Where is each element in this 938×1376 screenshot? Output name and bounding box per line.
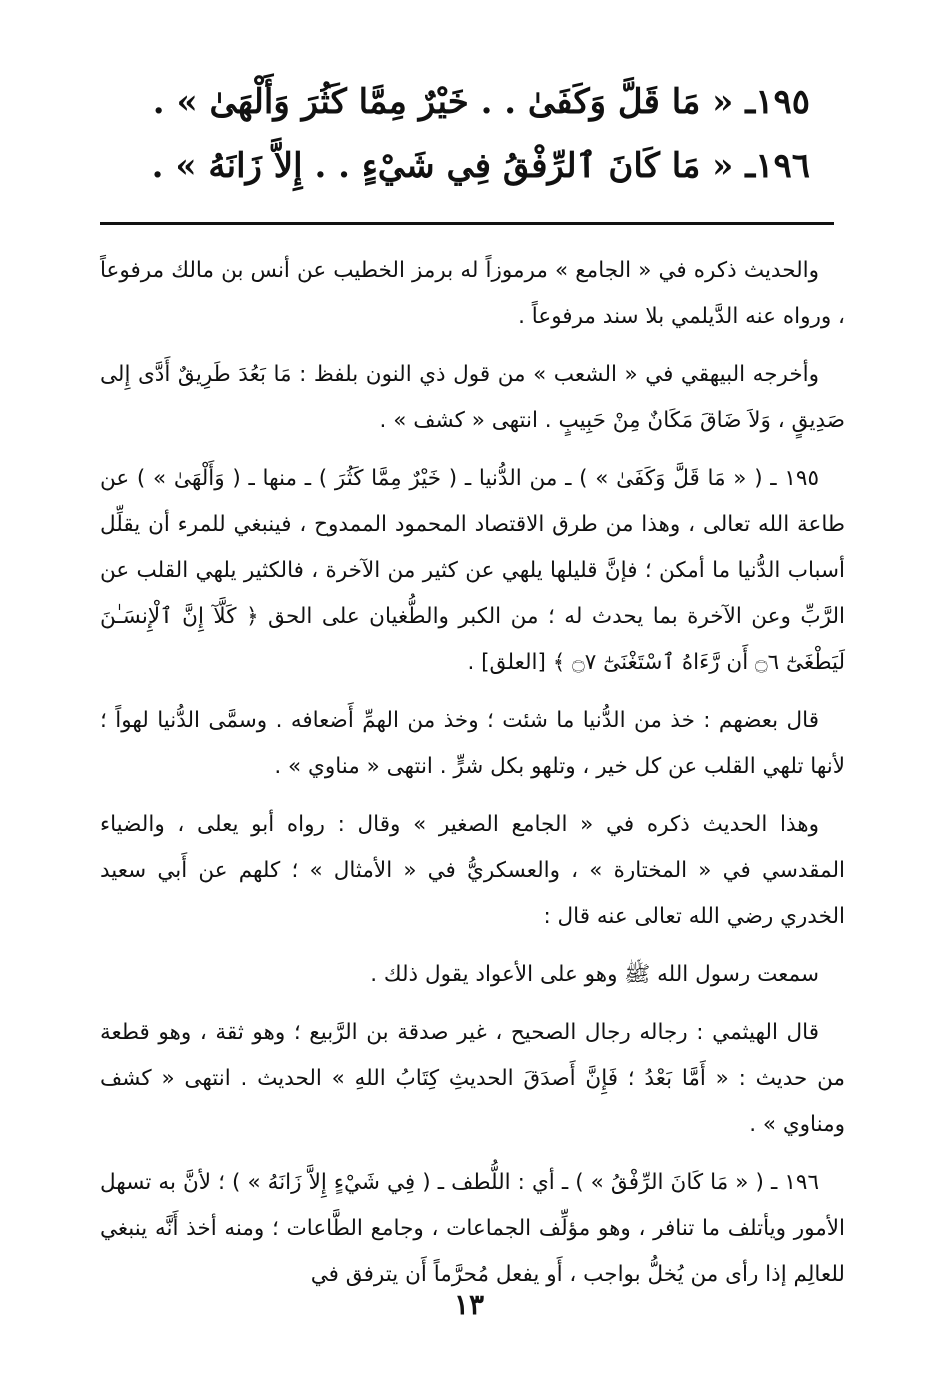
hadith-196-header: ١٩٦ـ « مَا كَانَ ٱلرِّفْقُ فِي شَيْءٍ . . إِلاَّ زَانَهُ » . [151,146,810,186]
paragraph-jami-reference: والحديث ذكره في « الجامع » مرموزاً له برمز الخطيب عن أنس بن مالك مرفوعاً ، ورواه عنه الدَّيلمي بلا سند مرفوعاً . [100,258,845,329]
paragraph-commentary-195: ١٩٥ ـ ( « مَا قَلَّ وَكَفَىٰ » ) ـ من الدُّنيا ـ ( خَيْرٌ مِمَّا كَثُرَ ) ـ منها ـ ( وَأَلْهَىٰ » ) عن طاعة الله تعالى ، وهذا من طرق الاقتصاد المحمود الممدوح ، فينبغي للمرء أن يقلِّل أسباب الدُّنيا ما أمكن ؛ فإنَّ قليلها يلهي عن كثير من الآخرة ، فالكثير يلهي القلب عن الرَّبِّ وعن الآخرة بما يحدث له ؛ من الكبر والطُّغيان على الحق ﴿ كَلَّآ إِنَّ ٱلْإِنسَـٰنَ لَيَطْغَىٰٓ ۝٦ أَن رَّءَاهُ ٱسْتَغْنَىٰٓ ۝٧ ﴾ [العلق] . [100,466,845,675]
paragraph-haythami: قال الهيثمي : رجاله رجال الصحيح ، غير صدقة بن الرَّبيع ؛ وهو ثقة ، وهو قطعة من حديث : « أَمَّا بَعْدُ ؛ فَإِنَّ أَصدَقَ الحديثِ كِتَابُ اللهِ » الحديث . انتهى « كشف ومناوي » . [100,1020,845,1137]
page-number: ١٣ [453,1288,485,1321]
section-divider [100,222,834,225]
paragraph-jami-saghir: وهذا الحديث ذكره في « الجامع الصغير » وقال : رواه أبو يعلى ، والضياء المقدسي في « المختارة » ، والعسكريُّ في « الأمثال » ؛ كلهم عن أَبي سعيد الخدري رضي الله تعالى عنه قال : [100,812,845,929]
paragraph-some-said: قال بعضهم : خذ من الدُّنيا ما شئت ؛ وخذ من الهمِّ أَضعافه . وسمَّى الدُّنيا لهواً ؛ لأنها تلهي القلب عن كل خير ، وتلهو بكل شرٍّ . انتهى « مناوي » . [100,708,845,779]
hadith-195-header: ١٩٥ـ « مَا قَلَّ وَكَفَىٰ . . خَيْرٌ مِمَّا كَثُرَ وَأَلْهَىٰ » . [152,82,810,122]
paragraph-bayhaqi: وأخرجه البيهقي في « الشعب » من قول ذي النون بلفظ : مَا بَعُدَ طَرِيقٌ أَدَّى إِلى صَدِيقٍ ، وَلاَ ضَاقَ مَكَانٌ مِنْ حَبِيبٍ . انتهى « كشف » . [100,362,845,433]
paragraph-heard-prophet: سمعت رسول الله ﷺ وهو على الأعواد يقول ذلك . [370,962,819,987]
paragraph-commentary-196: ١٩٦ ـ ( « مَا كَانَ الرِّفْقُ » ) ـ أي : اللُّطف ـ ( فِي شَيْءٍ إِلاَّ زَانَهُ » ) ؛ لأنَّ به تسهل الأمور ويأتلف ما تنافر ، وهو مؤلِّف الجماعات ، وجامع الطَّاعات ؛ ومنه أخذ أَنَّه ينبغي للعالِم إذا رأى من يُخلُّ بواجب ، أَو يفعل مُحرَّماً أَن يترفق في [100,1170,845,1287]
hadith-headers [90,70,810,198]
commentary-body [100,248,845,1310]
